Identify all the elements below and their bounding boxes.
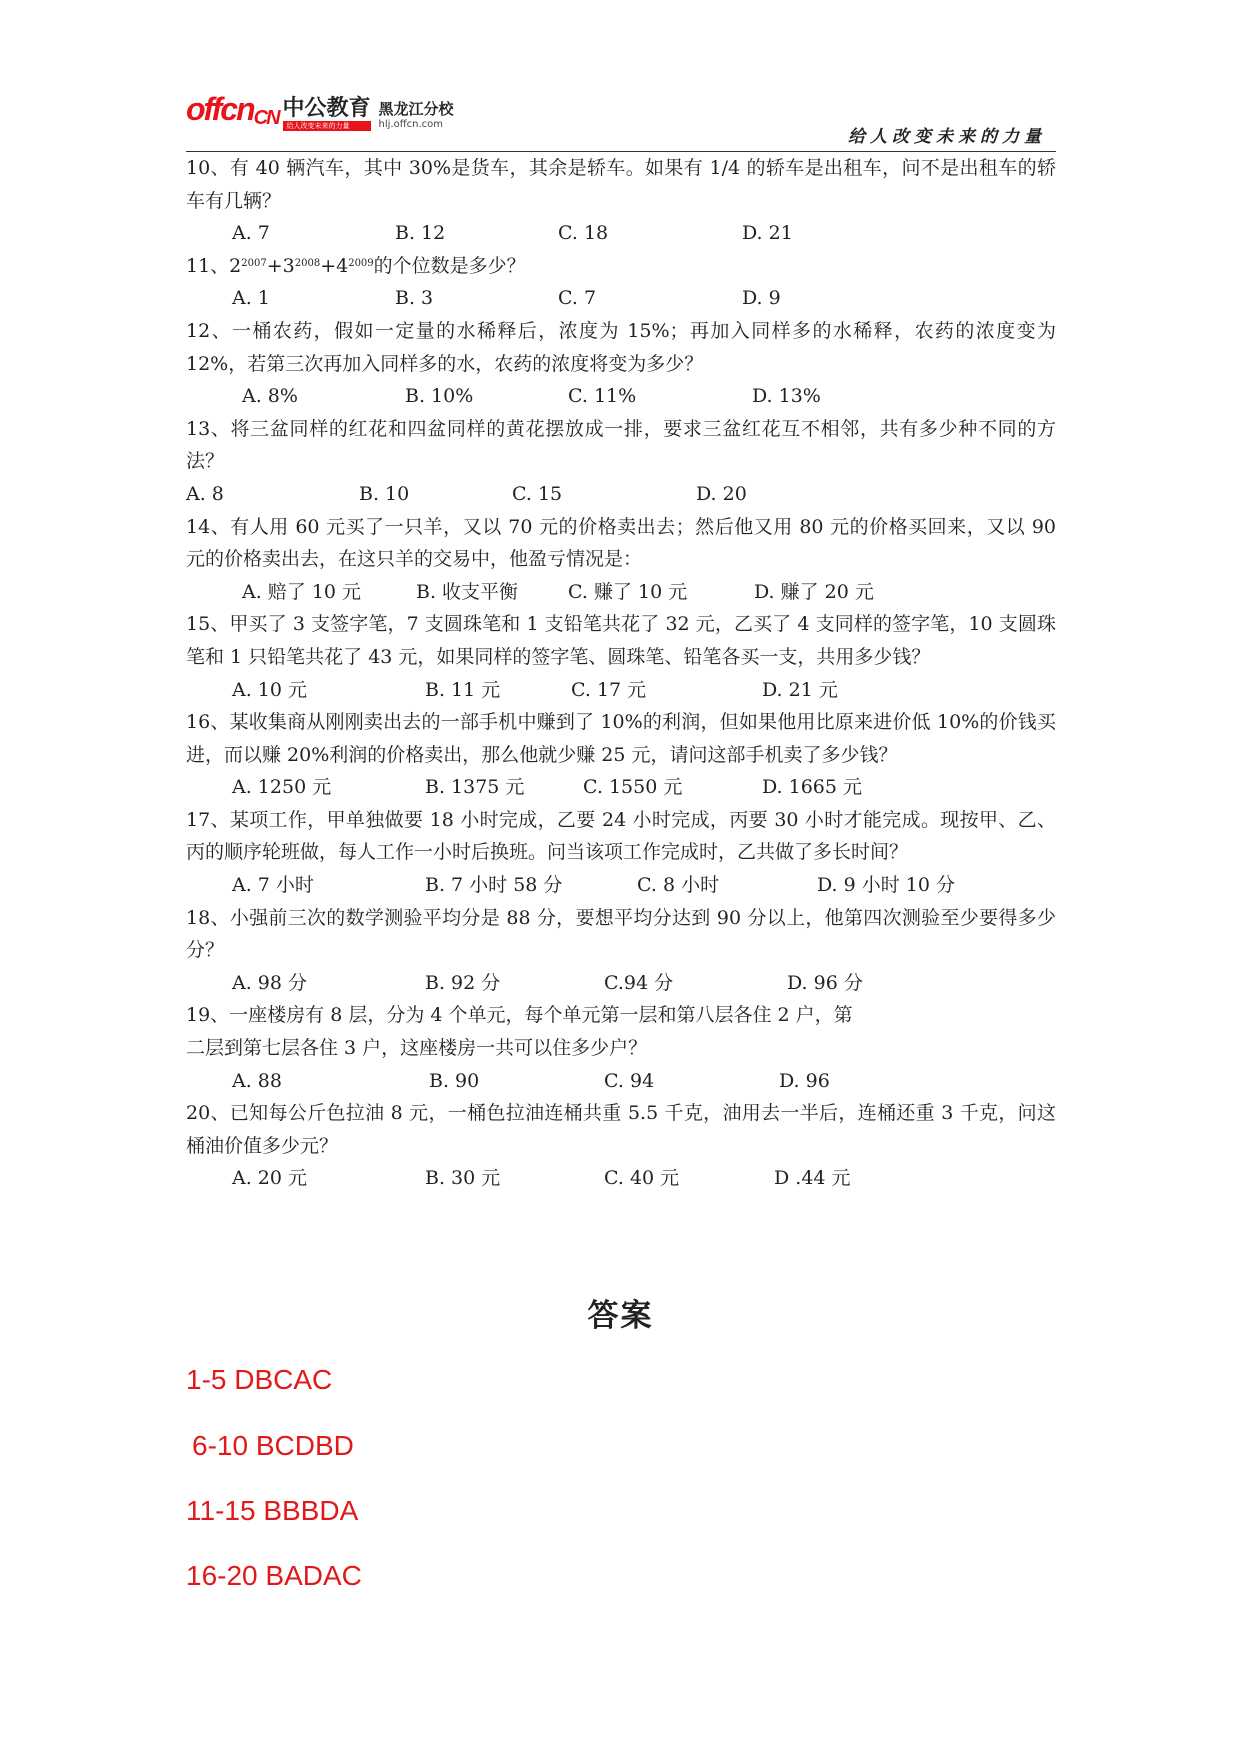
question-19-line-1: 19、一座楼房有 8 层，分为 4 个单元，每个单元第一层和第八层各住 2 户，第 [186,1004,853,1027]
option-c: C. 8 小时 [637,874,720,897]
options-11 [186,282,1056,315]
option-d: D. 96 分 [787,971,863,994]
branch-name: 黑龙江分校 [378,100,454,118]
option-c: C. 40 元 [604,1167,680,1190]
option-c: C. 11% [568,385,637,408]
option-b: B. 10% [405,385,474,408]
option-d: D. 13% [752,385,821,408]
option-c: C. 7 [558,287,597,310]
page-header [186,86,1056,152]
question-10: 10、有 40 辆汽车，其中 30%是货车，其余是轿车。如果有 1/4 的轿车是出租车，问不是出租车的轿车有几辆？ [186,157,1056,212]
options-15 [186,674,1056,707]
option-a: A. 88 [232,1069,282,1092]
options-13 [186,478,1056,511]
option-b: B. 11 元 [425,678,501,701]
option-a: A. 8 [186,482,224,505]
question-15: 15、甲买了 3 支签字笔，7 支圆珠笔和 1 支铅笔共花了 32 元，乙买了 4 支同样的签字笔，10 支圆珠笔和 1 只铅笔共花了 43 元，如果同样的签字笔、圆珠笔、铅笔各买一支，共用多少钱？ [186,613,1056,668]
option-b: B. 92 分 [425,971,501,994]
question-13: 13、将三盆同样的红花和四盆同样的黄花摆放成一排，要求三盆红花互不相邻，共有多少种不同的方法？ [186,417,1056,473]
answer-row-16-20: 16-20 BADAC [186,1560,362,1591]
options-10 [186,217,1056,250]
answer-row-11-15: 11-15 BBBDA [186,1495,359,1526]
option-a: A. 20 元 [232,1167,308,1190]
question-18: 18、小强前三次的数学测验平均分是 88 分，要想平均分达到 90 分以上，他第四次测验至少要得多少分？ [186,906,1056,962]
option-a: A. 赔了 10 元 [242,580,362,603]
option-b: B. 30 元 [425,1167,501,1190]
option-b: B. 7 小时 58 分 [425,874,563,897]
option-c: C. 17 元 [571,678,647,701]
option-d: D. 9 [742,287,781,310]
options-18 [186,967,1056,1000]
question-17: 17、某项工作，甲单独做要 18 小时完成，乙要 24 小时完成，丙要 30 小时才能完成。现按甲、乙、丙的顺序轮班做，每人工作一小时后换班。问当该项工作完成时，乙共做了多长时间？ [186,808,1056,864]
options-20 [186,1162,1056,1195]
option-a: A. 10 元 [232,678,308,701]
answer-row-6-10: 6-10 BCDBD [192,1430,354,1461]
offcn-logo [186,92,454,131]
option-a: A. 1 [232,287,270,310]
options-19 [186,1065,1056,1098]
question-12: 12、一桶农药，假如一定量的水稀释后，浓度为 15%；再加入同样多的水稀释，农药的浓度变为 12%，若第三次再加入同样多的水，农药的浓度将变为多少？ [186,319,1056,375]
option-a: A. 98 分 [232,971,308,994]
option-d: D. 21 [742,222,793,245]
question-14: 14、有人用 60 元买了一只羊，又以 70 元的价格卖出去；然后他又用 80 元的价格买回来，又以 90 元的价格卖出去，在这只羊的交易中，他盈亏情况是： [186,515,1056,571]
brand-slogan: 给人改变未来的力量 [283,121,371,131]
option-a: A. 8% [242,385,298,408]
options-17 [186,869,1056,902]
option-b: B. 90 [429,1069,480,1092]
question-16: 16、某收集商从刚刚卖出去的一部手机中赚到了 10%的利润，但如果他用比原来进价低 10%的价钱买进，而以赚 20%利润的价格卖出，那么他就少赚 25 元，请问这部手机卖了多少钱？ [186,711,1056,766]
option-c: C. 15 [512,482,563,505]
options-12 [186,380,1056,413]
option-c: C. 1550 元 [583,776,683,799]
option-d: D .44 元 [774,1167,851,1190]
header-tagline: 给人改变未来的力量 [848,127,1046,147]
question-list [186,152,1056,1195]
option-d: D. 21 元 [762,678,838,701]
option-b: B. 10 [359,482,410,505]
options-14 [186,576,1056,609]
option-d: D. 96 [779,1069,830,1092]
option-d: D. 20 [696,482,747,505]
option-c: C.94 分 [604,971,674,994]
question-20: 20、已知每公斤色拉油 8 元，一桶色拉油连桶共重 5.5 千克，油用去一半后，连桶还重 3 千克，问这桶油价值多少元？ [186,1102,1056,1157]
option-d: D. 赚了 20 元 [754,580,874,603]
answer-row-1-5: 1-5 DBCAC [186,1364,333,1395]
option-a: A. 7 小时 [232,874,314,897]
option-c: C. 赚了 10 元 [568,580,688,603]
option-a: A. 7 [232,222,270,245]
option-d: D. 9 小时 10 分 [817,874,956,897]
option-d: D. 1665 元 [762,776,863,799]
option-b: B. 12 [395,222,446,245]
option-b: B. 3 [395,287,434,310]
answer-title: 答案 [587,1298,654,1334]
option-b: B. 收支平衡 [416,580,519,603]
branch-url: hlj.offcn.com [378,119,443,130]
options-16 [186,771,1056,804]
option-b: B. 1375 元 [425,776,525,799]
option-c: C. 18 [558,222,609,245]
option-a: A. 1250 元 [232,776,332,799]
option-c: C. 94 [604,1069,655,1092]
brand-name: 中公教育 [282,96,371,121]
question-19-line-2: 二层到第七层各住 3 户，这座楼房一共可以住多少户？ [186,1037,648,1060]
question-11: 11、$2^{2007}+3^{2008}+4^{2009}$的个位数是多少？ [186,254,526,277]
logo-mark: offcnCN [186,91,279,129]
